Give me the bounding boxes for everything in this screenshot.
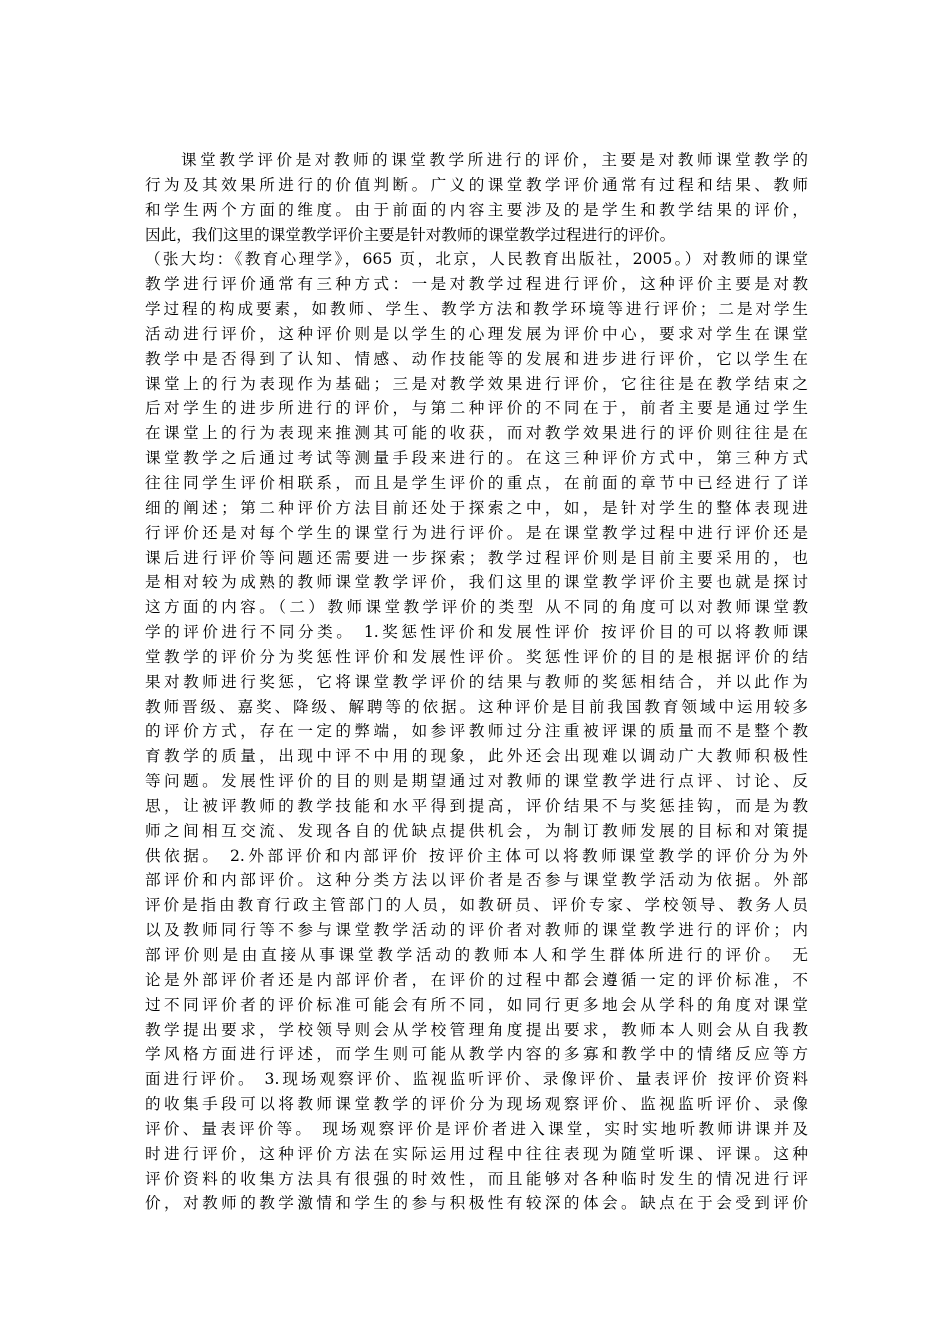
text-line: （张大均：《教育心理学》，665 页，北京，人民教育出版社，2005。）对教师的课堂 xyxy=(145,250,808,269)
text-line: 在课堂上的行为表现来推测其可能的收获，而对教学效果进行的评价则往往是在 xyxy=(145,424,808,443)
text-line: 课后进行评价等问题还需要进一步探索；教学过程评价则是目前主要采用的，也 xyxy=(145,548,808,567)
text-line: 因此，我们这里的课堂教学评价主要是针对教师的课堂教学过程进行的评价。 xyxy=(145,225,676,244)
text-line: 思，让被评教师的教学技能和水平得到提高，评价结果不与奖惩挂钩，而是为教 xyxy=(145,796,808,815)
text-line: 部评价则是由直接从事课堂教学活动的教师本人和学生群体所进行的评价。 无 xyxy=(145,946,808,964)
text-line: 教学中是否得到了认知、情感、动作技能等的发展和进步进行评价，它以学生在 xyxy=(145,349,808,368)
text-line: 学的评价进行不同分类。 1.奖惩性评价和发展性评价 按评价目的可以将教师课 xyxy=(145,623,808,642)
text-line: 学过程的构成要素，如教师、学生、教学方法和教学环境等进行评价；二是对学生 xyxy=(145,300,808,319)
text-line: 活动进行评价，这种评价则是以学生的心理发展为评价中心，要求对学生在课堂 xyxy=(145,324,808,343)
text-line: 堂教学的评价分为奖惩性评价和发展性评价。奖惩性评价的目的是根据评价的结 xyxy=(145,647,808,666)
text-line: 课堂教学之后通过考试等测量手段来进行的。在这三种评价方式中，第三种方式 xyxy=(145,449,808,468)
text-line: 部评价和内部评价。这种分类方法以评价者是否参与课堂教学活动为依据。外部 xyxy=(145,871,808,890)
text-line: 行为及其效果所进行的价值判断。广义的课堂教学评价通常有过程和结果、教师 xyxy=(145,175,808,194)
text-line: 育教学的质量，出现中评不中用的现象，此外还会出现难以调动广大教师积极性 xyxy=(145,747,808,766)
text-line: 过不同评价者的评价标准可能会有所不同，如同行更多地会从学科的角度对课堂 xyxy=(145,995,808,1014)
text-line: 是相对较为成熟的教师课堂教学评价，我们这里的课堂教学评价主要也就是探讨 xyxy=(145,573,808,592)
text-line: 行评价还是对每个学生的课堂行为进行评价。是在课堂教学过程中进行评价还是 xyxy=(145,523,808,542)
text-line: 教学提出要求，学校领导则会从学校管理角度提出要求，教师本人则会从自我教 xyxy=(145,1020,808,1039)
text-line: 果对教师进行奖惩，它将课堂教学评价的结果与教师的奖惩相结合，并以此作为 xyxy=(145,672,808,691)
text-line: 时进行评价，这种评价方法在实际运用过程中往往表现为随堂听课、评课。这种 xyxy=(145,1144,808,1163)
text-line: 后对学生的进步所进行的评价，与第二种评价的不同在于，前者主要是通过学生 xyxy=(145,399,808,418)
text-line: 教学进行评价通常有三种方式：一是对教学过程进行评价，这种评价主要是对教 xyxy=(145,275,808,294)
text-line: 评价是指由教育行政主管部门的人员，如教研员、评价专家、学校领导、教务人员 xyxy=(145,896,808,915)
text-line: 价，对教师的教学激情和学生的参与积极性有较深的体会。缺点在于会受到评价 xyxy=(145,1194,808,1213)
text-line: 以及教师同行等不参与课堂教学活动的评价者对教师的课堂教学进行的评价；内 xyxy=(145,921,808,940)
text-line: 评价、量表评价等。 现场观察评价是评价者进入课堂，实时实地听教师讲课并及 xyxy=(145,1119,808,1138)
text-line: 供依据。 2.外部评价和内部评价 按评价主体可以将教师课堂教学的评价分为外 xyxy=(145,846,808,865)
text-line: 的收集手段可以将教师课堂教学的评价分为现场观察评价、监视监听评价、录像 xyxy=(145,1095,808,1114)
text-line: 学风格方面进行评述，而学生则可能从教学内容的多寡和教学中的情绪反应等方 xyxy=(145,1045,808,1064)
text-line: 和学生两个方面的维度。由于前面的内容主要涉及的是学生和教学结果的评价， xyxy=(145,200,808,219)
text-line: 面进行评价。 3.现场观察评价、监视监听评价、录像评价、量表评价 按评价资料 xyxy=(145,1070,808,1089)
text-line: 评价资料的收集方法具有很强的时效性，而且能够对各种临时发生的情况进行评 xyxy=(145,1169,808,1188)
text-line: 课堂上的行为表现作为基础；三是对教学效果进行评价，它往往是在教学结束之 xyxy=(145,374,808,393)
text-line: 师之间相互交流、发现各自的优缺点提供机会，为制订教师发展的目标和对策提 xyxy=(145,821,808,840)
text-line: 的评价方式，存在一定的弊端，如参评教师过分注重被评课的质量而不是整个教 xyxy=(145,722,808,741)
text-line: 教师晋级、嘉奖、降级、解聘等的依据。这种评价是目前我国教育领域中运用较多 xyxy=(145,697,808,716)
body-paragraph xyxy=(145,148,808,1216)
text-line: 等问题。发展性评价的目的则是期望通过对教师的课堂教学进行点评、讨论、反 xyxy=(145,772,808,791)
text-line: 往往同学生评价相联系，而且是学生评价的重点，在前面的章节中已经进行了详 xyxy=(145,473,808,492)
text-line: 课堂教学评价是对教师的课堂教学所进行的评价，主要是对教师课堂教学的 xyxy=(181,151,808,169)
text-line: 论是外部评价者还是内部评价者，在评价的过程中都会遵循一定的评价标准，不 xyxy=(145,970,808,989)
text-line: 细的阐述；第二种评价方法目前还处于探索之中，如，是针对学生的整体表现进 xyxy=(145,498,808,517)
text-line: 这方面的内容。（二）教师课堂教学评价的类型 从不同的角度可以对教师课堂教 xyxy=(145,598,808,617)
